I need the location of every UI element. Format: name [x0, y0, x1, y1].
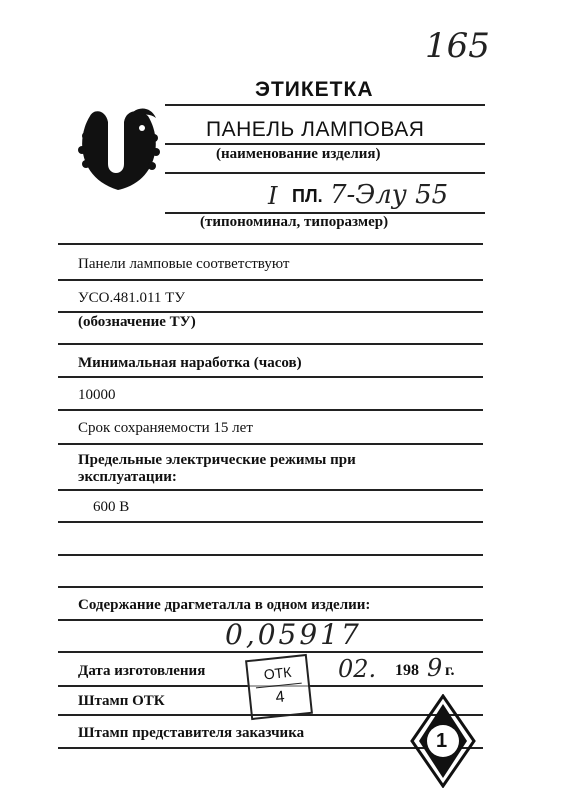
tu-value: УСО.481.011 ТУ: [78, 290, 185, 306]
storage-text: Срок сохраняемости 15 лет: [78, 420, 253, 436]
rule-type-caption: [58, 243, 483, 245]
rule-blank-1: [58, 554, 483, 556]
rule-precious-value: [58, 651, 483, 653]
rule-tu-caption: [58, 343, 483, 345]
manufacture-date-label: Дата изготовления: [78, 663, 206, 679]
rule-product: [165, 143, 485, 145]
product-name: ПАНЕЛЬ ЛАМПОВАЯ: [206, 118, 425, 141]
manufacture-date-suffix: г.: [445, 662, 455, 679]
product-name-caption: (наименование изделия): [216, 146, 381, 162]
quality-mark-logo: [68, 98, 168, 198]
otk-stamp: [245, 654, 313, 720]
precious-metal-value: 0,05917: [225, 618, 362, 651]
min-hours-value: 10000: [78, 387, 116, 403]
rule-min-hours-value: [58, 409, 483, 411]
precious-metal-label: Содержание драгметалла в одном изделии:: [78, 597, 371, 613]
limit-modes-value: 600 В: [93, 499, 130, 515]
rule-conformity: [58, 279, 483, 281]
rule-title: [165, 104, 485, 106]
manufacture-date-year-printed: 198: [395, 662, 419, 679]
rule-storage: [58, 443, 483, 445]
otk-stamp-number: 4: [274, 688, 286, 707]
type-handwritten: 7-Элу 55: [330, 180, 449, 210]
type-printed: ПЛ.: [292, 186, 323, 206]
otk-stamp-title: ОТК: [262, 663, 293, 683]
rule-tu: [58, 311, 483, 313]
conformity-text: Панели ламповые соответствуют: [78, 256, 290, 272]
rule-limit-modes: [58, 489, 483, 491]
handwritten-page-number: 165: [425, 26, 490, 66]
type-caption: (типономинал, типоразмер): [200, 214, 389, 230]
min-hours-label: Минимальная наработка (часов): [78, 355, 302, 371]
rule-min-hours: [58, 376, 483, 378]
customer-stamp-label: Штамп представителя заказчика: [78, 725, 305, 741]
label-title: ЭТИКЕТКА: [255, 78, 374, 101]
rule-blank-2: [58, 586, 483, 588]
limit-modes-label-line2: эксплуатации:: [78, 469, 177, 485]
limit-modes-label-line1: Предельные электрические режимы при: [78, 452, 356, 468]
manufacture-date-year-hand: 9: [427, 654, 443, 682]
type-prefix-handwritten: I: [268, 182, 278, 210]
customer-stamp-number: 1: [436, 730, 448, 752]
tu-caption: (обозначение ТУ): [78, 314, 196, 330]
rule-caption: [165, 172, 485, 174]
manufacture-date-month: 02.: [338, 655, 377, 683]
rule-limit-value: [58, 521, 483, 523]
otk-stamp-label: Штамп ОТК: [78, 693, 165, 709]
